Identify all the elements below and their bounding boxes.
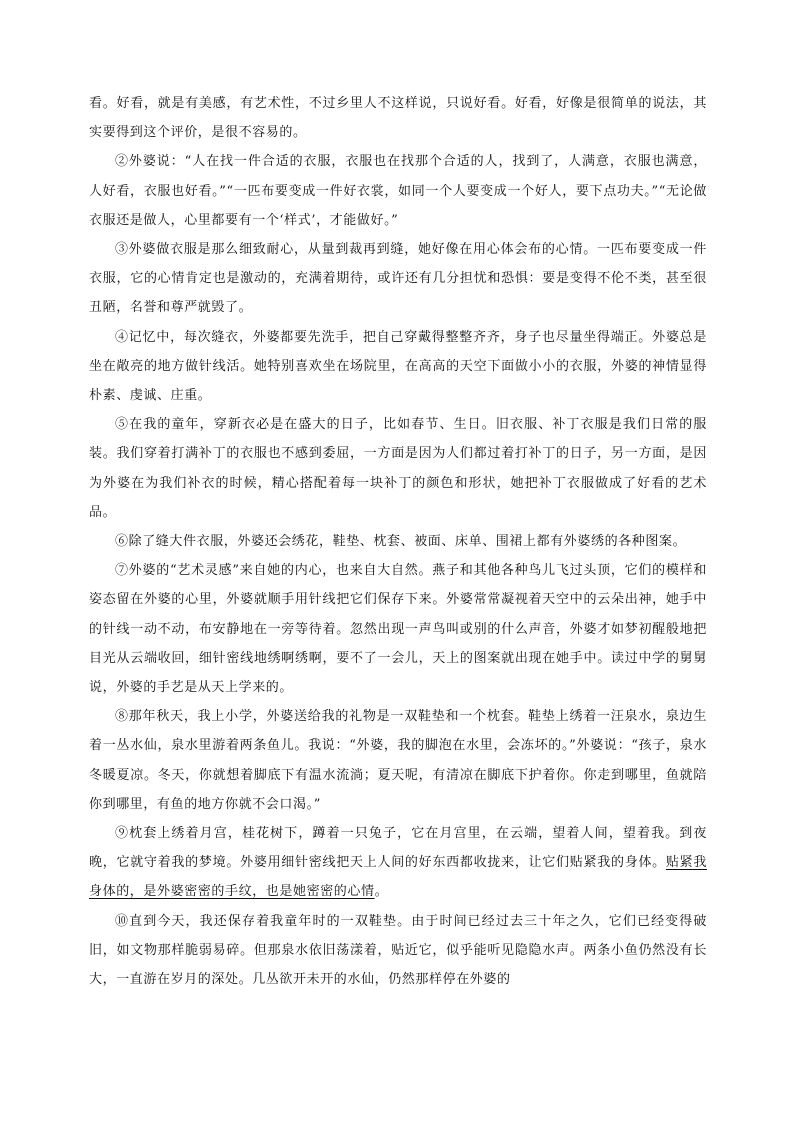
paragraph-text: ④记忆中，每次缝衣，外婆都要先洗手，把自己穿戴得整整齐齐，身子也尽量坐得端正。外婆总是坐在敞亮的地方做针线活。她特别喜欢坐在场院里，在高高的天空下面做小小的衣服，外婆的神情显得朴素、虔诚、庄重。: [89, 329, 707, 404]
paragraph-text: ⑩直到今天，我还保存着我童年时的一双鞋垫。由于时间已经过去三十年之久，它们已经变得破旧，如文物那样脆弱易碎。但那泉水依旧荡漾着，贴近它，似乎能听见隐隐水声。两条小鱼仍然没有长大，一直游在岁月的深处。几丛欲开未开的水仙，仍然那样停在外婆的: [89, 913, 707, 988]
paragraph-text: ⑨枕套上绣着月宫，桂花树下，蹲着一只兔子，它在月宫里，在云端，望着人间，望着我。到夜晚，它就守着我的梦境。外婆用细针密线把天上人间的好东西都收拢来，让它们贴紧我的身体。: [89, 826, 707, 871]
paragraph-2: [89, 147, 707, 235]
article-body: [89, 89, 707, 994]
paragraph-8: [89, 702, 707, 819]
paragraph-text: ②外婆说：“人在找一件合适的衣服，衣服也在找那个合适的人，找到了，人满意，衣服也满意，人好看，衣服也好看。”“一匹布要变成一件好衣裳，如同一个人要变成一个好人，要下点功夫。”“无论做衣服还是做人，心里都要有一个‘样式’，才能做好。”: [89, 154, 707, 228]
underlined-sentence: 贴紧我身体的，是外婆密密的手纹，也是她密密的心情: [89, 855, 707, 900]
paragraph-text: ③外婆做衣服是那么细致耐心，从量到裁再到缝，她好像在用心体会布的心情。一匹布要变成一件衣服，它的心情肯定也是激动的，充满着期待，或许还有几分担忧和恐惧：要是变得不伦不类，甚至很丑陋，名誉和尊严就毁了。: [89, 242, 707, 316]
paragraph-5: [89, 410, 707, 527]
paragraph-text: 看。好看，就是有美感，有艺术性，不过乡里人不这样说，只说好看。好看，好像是很简单的说法，其实要得到这个评价，是很不容易的。: [89, 96, 707, 141]
paragraph-6: [89, 527, 707, 556]
paragraph-7: [89, 556, 707, 702]
paragraph-10: [89, 907, 707, 995]
paragraph-continuation: [89, 89, 707, 147]
paragraph-4: [89, 323, 707, 411]
paragraph-text: ⑧那年秋天，我上小学，外婆送给我的礼物是一双鞋垫和一个枕套。鞋垫上绣着一汪泉水，泉边生着一丛水仙，泉水里游着两条鱼儿。我说：“外婆，我的脚泡在水里，会冻坏的。”外婆说：“孩子，泉水冬暖夏凉。冬天，你就想着脚底下有温水流淌；夏天呢，有清凉在脚底下护着你。你走到哪里，鱼就陪你到哪里，有鱼的地方你就不会口渴。”: [89, 709, 707, 812]
paragraph-9: [89, 819, 707, 907]
paragraph-text: ⑥除了缝大件衣服，外婆还会绣花，鞋垫、枕套、被面、床单、围裙上都有外婆绣的各种图案。: [115, 534, 687, 550]
paragraph-3: [89, 235, 707, 323]
paragraph-text: ⑦外婆的“艺术灵感”来自她的内心，也来自大自然。燕子和其他各种鸟儿飞过头顶，它们的模样和姿态留在外婆的心里，外婆就顺手用针线把它们保存下来。外婆常常凝视着天空中的云朵出神，她手中的针线一动不动，布安静地在一旁等待着。忽然出现一声鸟叫或别的什么声音，外婆才如梦初醒般地把目光从云端收回，细针密线地绣啊绣啊，要不了一会儿，天上的图案就出现在她手中。读过中学的舅舅说，外婆的手艺是从天上学来的。: [89, 563, 707, 696]
paragraph-text: ⑤在我的童年，穿新衣必是在盛大的日子，比如春节、生日。旧衣服、补丁衣服是我们日常的服装。我们穿着打满补丁的衣服也不感到委屈，一方面是因为人们都过着打补丁的日子，另一方面，是因为外婆在为我们补衣的时候，精心搭配着每一块补丁的颜色和形状，她把补丁衣服做成了好看的艺术品。: [89, 417, 707, 520]
paragraph-text: 。: [374, 884, 389, 900]
